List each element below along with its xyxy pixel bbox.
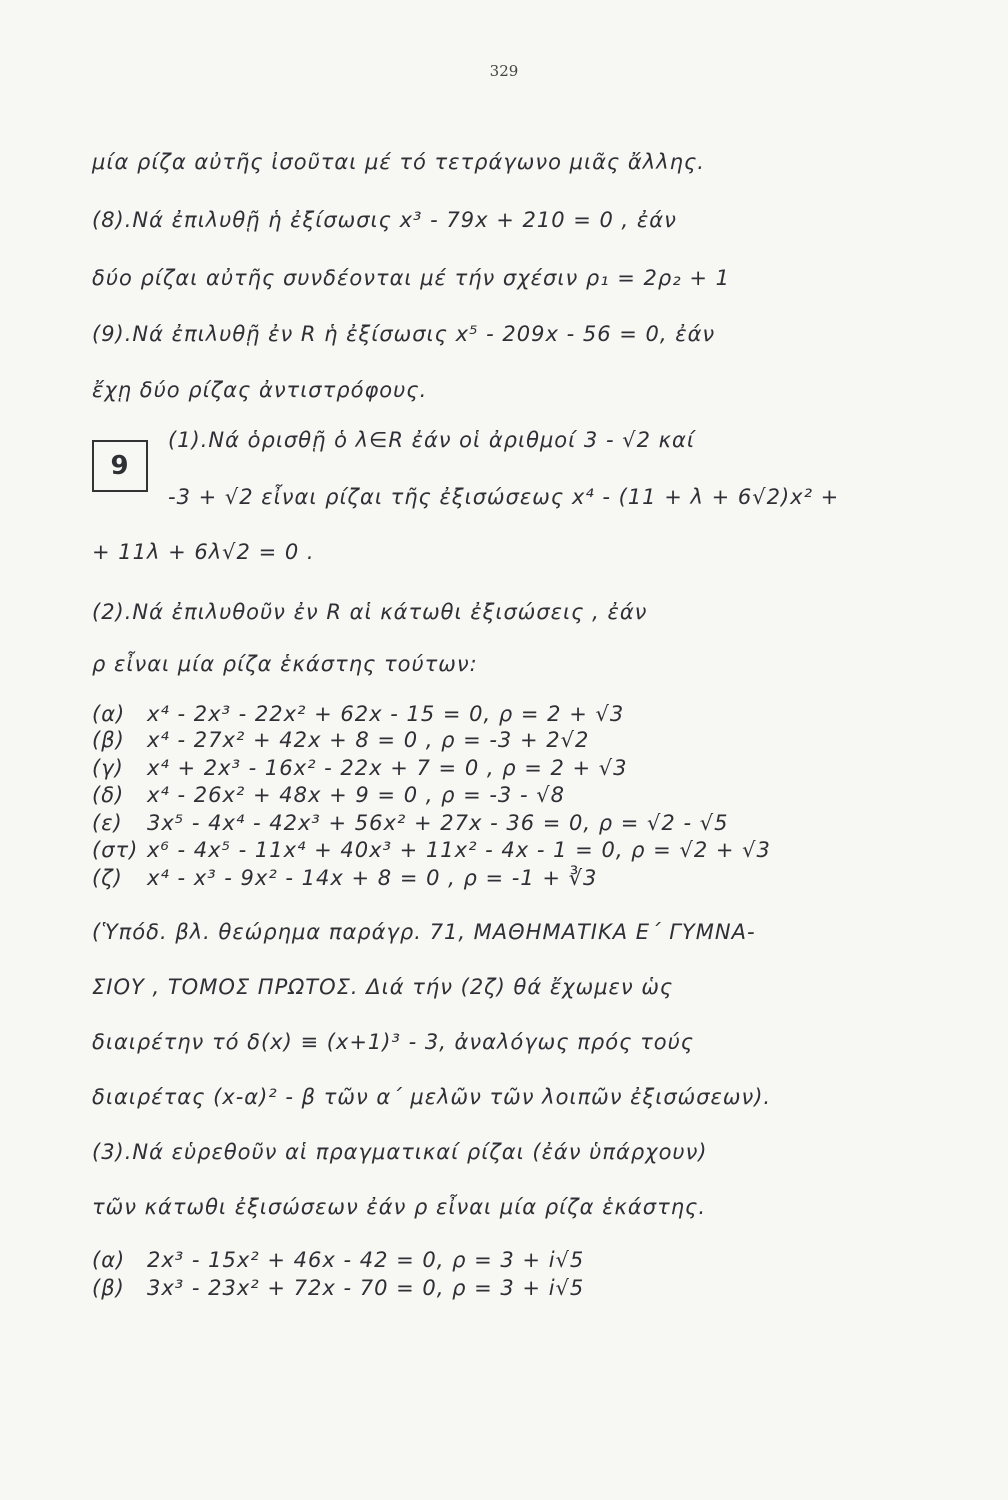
text-line: + 11λ + 6λ√2 = 0 . [92,540,315,564]
equation-row [92,866,597,890]
text-line: ἔχῃ δύο ρίζας ἀντιστρόφους. [92,378,428,402]
page-number: 329 [489,62,519,80]
equation-row [92,838,771,862]
text-line: μία ρίζα αὐτῆς ἰσοῦται μέ τό τετράγωνο μιᾶς ἄλλης. [92,150,705,174]
text-line: τῶν κάτωθι ἐξισώσεων ἐάν ρ εἶναι μία ρίζα ἑκάστης. [92,1195,707,1219]
equation-row [92,1248,584,1272]
equation-label: (δ) [92,783,125,807]
equation-label: (α) [92,1248,126,1272]
equation-text: x⁴ - x³ - 9x² - 14x + 8 = 0 , ρ = -1 + ∛3 [147,866,598,890]
equation-text: x⁶ - 4x⁵ - 11x⁴ + 40x³ + 11x² - 4x - 1 = 0, ρ = √2 + √3 [147,838,771,862]
equation-text: x⁴ - 27x² + 42x + 8 = 0 , ρ = -3 + 2√2 [147,728,590,752]
text-line: (2).Νά ἐπιλυθοῦν ἐν R αἱ κάτωθι ἐξισώσεις , ἐάν [92,600,648,624]
hint-line: διαιρέτην τό δ(x) ≡ (x+1)³ - 3, ἀναλόγως πρός τούς [92,1030,695,1054]
equation-label: (α) [92,702,126,726]
equation-label: (β) [92,728,125,752]
text-line: -3 + √2 εἶναι ρίζαι τῆς ἐξισώσεως x⁴ - (11 + λ + 6√2)x² + [168,485,840,509]
equation-row [92,783,565,807]
equation-label: (γ) [92,756,124,780]
text-line: ρ εἶναι μία ρίζα ἑκάστης τούτων: [92,652,478,676]
equation-row [92,702,624,726]
text-line: (3).Νά εὑρεθοῦν αἱ πραγματικαί ρίζαι (ἐάν ὑπάρχουν) [92,1140,708,1164]
equation-text: x⁴ - 26x² + 48x + 9 = 0 , ρ = -3 - √8 [147,783,565,807]
equation-row [92,1276,584,1300]
text-line: δύο ρίζαι αὐτῆς συνδέονται μέ τήν σχέσιν ρ₁ = 2ρ₂ + 1 [92,266,730,290]
equation-row [92,811,728,835]
problem-number-box: 9 [92,440,148,492]
equation-text: x⁴ + 2x³ - 16x² - 22x + 7 = 0 , ρ = 2 + √3 [147,756,628,780]
equation-text: x⁴ - 2x³ - 22x² + 62x - 15 = 0, ρ = 2 + √3 [147,702,625,726]
equation-label: (ζ) [92,866,123,890]
equation-row [92,728,589,752]
equation-text: 3x⁵ - 4x⁴ - 42x³ + 56x² + 27x - 36 = 0, ρ = √2 - √5 [147,811,729,835]
equation-label: (στ) [92,838,139,862]
equation-text: 2x³ - 15x² + 46x - 42 = 0, ρ = 3 + i√5 [147,1248,585,1272]
hint-line: (Ὑπόδ. βλ. θεώρημα παράγρ. 71, ΜΑΘΗΜΑΤΙΚΑ Ε΄ ΓΥΜΝΑ- [92,920,756,944]
equation-label: (ε) [92,811,123,835]
hint-line: ΣΙΟΥ , ΤΟΜΟΣ ΠΡΩΤΟΣ. Διά τήν (2ζ) θά ἔχωμεν ὡς [92,975,674,999]
equation-row [92,756,628,780]
text-line: (8).Νά ἐπιλυθῇ ἡ ἐξίσωσις x³ - 79x + 210 = 0 , ἐάν [92,208,677,232]
equation-label: (β) [92,1276,125,1300]
hint-line: διαιρέτας (x-α)² - β τῶν α΄ μελῶν τῶν λοιπῶν ἐξισώσεων). [92,1085,772,1109]
text-line: (1).Νά ὁρισθῇ ὁ λ∈R ἐάν οἱ ἀριθμοί 3 - √2 καί [168,428,695,452]
text-line: (9).Νά ἐπιλυθῇ ἐν R ἡ ἐξίσωσις x⁵ - 209x - 56 = 0, ἐάν [92,322,716,346]
equation-text: 3x³ - 23x² + 72x - 70 = 0, ρ = 3 + i√5 [147,1276,585,1300]
